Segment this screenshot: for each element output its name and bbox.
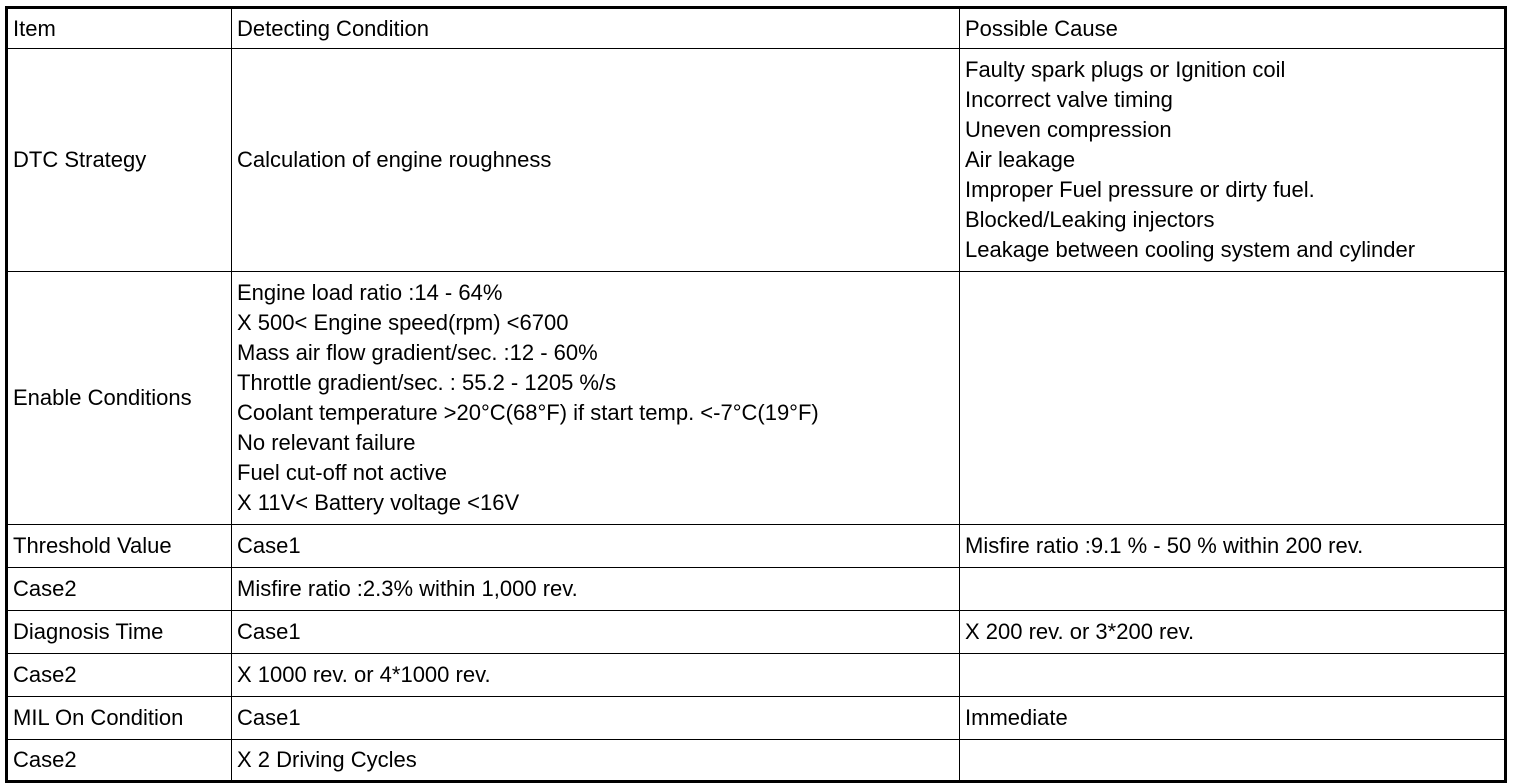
- condition-cell: [232, 697, 960, 740]
- cause-line: Improper Fuel pressure or dirty fuel.: [965, 177, 1315, 202]
- condition-cell: [232, 740, 960, 782]
- condition-line: Case1: [237, 533, 301, 558]
- condition-cell: [232, 49, 960, 272]
- condition-line: Engine load ratio :14 - 64%: [237, 280, 503, 305]
- cause-line: X 200 rev. or 3*200 rev.: [965, 619, 1195, 644]
- condition-line: Throttle gradient/sec. : 55.2 - 1205 %/s: [237, 370, 617, 395]
- item-cell: Threshold Value: [7, 525, 232, 568]
- cause-cell: [960, 611, 1506, 654]
- header-cause: Possible Cause: [960, 8, 1506, 49]
- header-row: [7, 8, 1506, 49]
- condition-line: Case1: [237, 705, 301, 730]
- table-row: [7, 49, 1506, 272]
- table-row: [7, 611, 1506, 654]
- item-cell: Enable Conditions: [7, 272, 232, 525]
- cause-cell: [960, 525, 1506, 568]
- condition-line: X 2 Driving Cycles: [237, 747, 417, 772]
- condition-line: X 11V< Battery voltage <16V: [237, 490, 520, 515]
- condition-line: Case1: [237, 619, 301, 644]
- condition-line: Fuel cut-off not active: [237, 460, 447, 485]
- cause-line: Misfire ratio :9.1 % - 50 % within 200 rev.: [965, 533, 1364, 558]
- cause-line: Faulty spark plugs or Ignition coil: [965, 57, 1286, 82]
- condition-line: No relevant failure: [237, 430, 416, 455]
- cause-line: Incorrect valve timing: [965, 87, 1173, 112]
- item-cell: Diagnosis Time: [7, 611, 232, 654]
- cause-line: Uneven compression: [965, 117, 1172, 142]
- cause-line: Leakage between cooling system and cylinder: [965, 237, 1416, 262]
- table-row: [7, 272, 1506, 525]
- condition-line: Calculation of engine roughness: [237, 147, 552, 172]
- item-cell: Case2: [7, 740, 232, 782]
- condition-line: Coolant temperature >20°C(68°F) if start temp. <-7°C(19°F): [237, 400, 819, 425]
- table-row: [7, 740, 1506, 782]
- condition-cell: [232, 611, 960, 654]
- item-cell: Case2: [7, 568, 232, 611]
- table-row: [7, 525, 1506, 568]
- cause-cell: [960, 697, 1506, 740]
- item-cell: DTC Strategy: [7, 49, 232, 272]
- diagnostic-table: [5, 6, 1507, 783]
- header-condition: Detecting Condition: [232, 8, 960, 49]
- cause-line: Immediate: [965, 705, 1068, 730]
- header-item: Item: [7, 8, 232, 49]
- table-row: [7, 568, 1506, 611]
- cause-cell: [960, 740, 1506, 782]
- condition-line: X 1000 rev. or 4*1000 rev.: [237, 662, 491, 687]
- item-cell: MIL On Condition: [7, 697, 232, 740]
- cause-line: Blocked/Leaking injectors: [965, 207, 1215, 232]
- cause-cell: [960, 568, 1506, 611]
- condition-cell: [232, 272, 960, 525]
- condition-line: Misfire ratio :2.3% within 1,000 rev.: [237, 576, 578, 601]
- cause-cell: [960, 49, 1506, 272]
- condition-cell: [232, 568, 960, 611]
- item-cell: Case2: [7, 654, 232, 697]
- condition-line: Mass air flow gradient/sec. :12 - 60%: [237, 340, 598, 365]
- cause-line: Air leakage: [965, 147, 1076, 172]
- condition-cell: [232, 525, 960, 568]
- cause-cell: [960, 272, 1506, 525]
- cause-cell: [960, 654, 1506, 697]
- condition-line: X 500< Engine speed(rpm) <6700: [237, 310, 569, 335]
- table-row: [7, 697, 1506, 740]
- table-row: [7, 654, 1506, 697]
- condition-cell: [232, 654, 960, 697]
